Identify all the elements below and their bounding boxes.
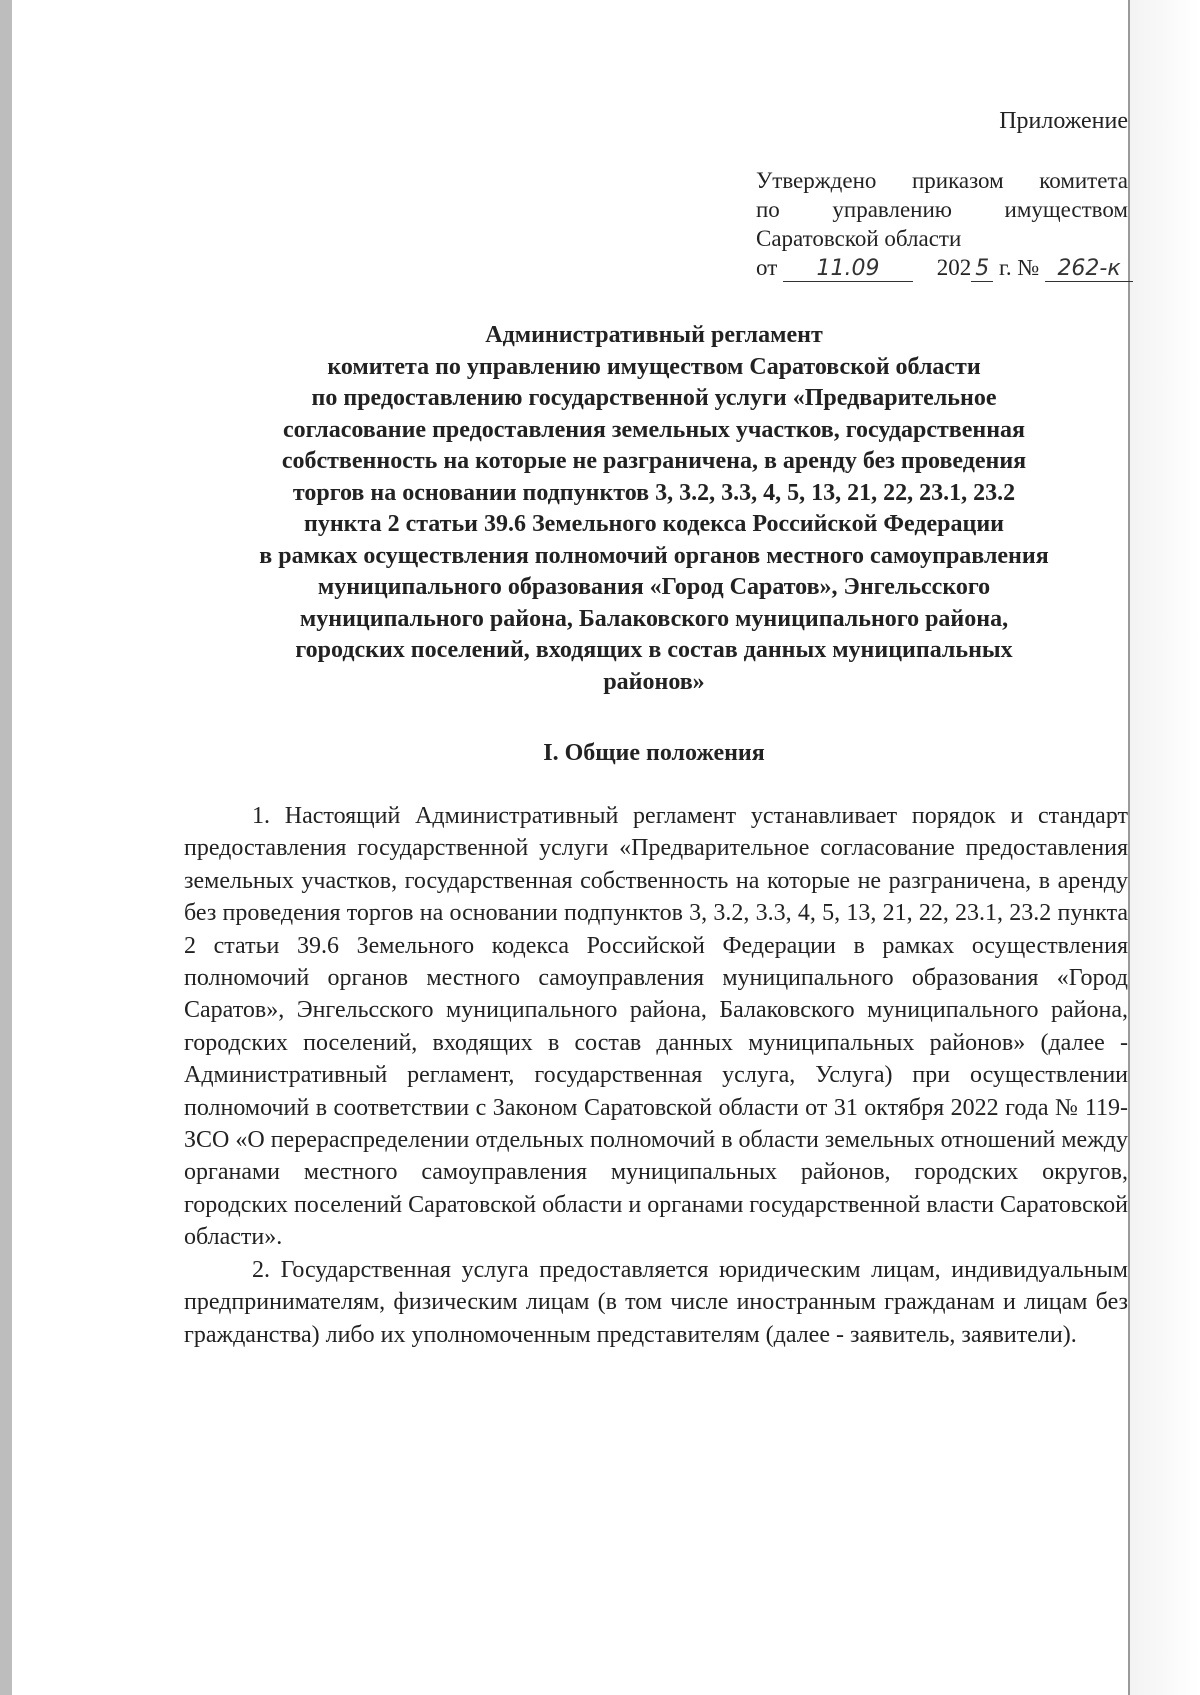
paragraph: 1. Настоящий Административный регламент устанавливает порядок и стандарт предоставления государственной услуги «Предварительное согласование предоставления земельных участков, государственная собственность на которые не разграничена, в аренду без проведения торгов на основании подпунктов 3, 3.2, 3.3, 4, 5, 13, 21, 22, 23.1, 23.2 пункта 2 статьи 39.6 Земельного кодекса Российской Федерации в рамках осуществления полномочий органов местного самоуправления муниципального образования «Город Саратов», Энгельсского муниципального района, Балаковского муниципального района, городских поселений, входящих в состав данных муниципальных районов» (далее - Административный регламент, государственная услуга, Услуга) при осуществлении полномочий в соответствии с Законом Саратовской области от 31 октября 2022 года № 119-ЗСО «О перераспределении отдельных полномочий в области земельных отношений между органами местного самоуправления муниципальных районов, городских округов, городских поселений Саратовской области и органами государственной власти Саратовской области». bbox=[184, 803, 1128, 1251]
title-line: согласование предоставления земельных участков, государственная bbox=[282, 416, 1026, 443]
year-prefix: 202 bbox=[936, 255, 972, 280]
order-date-line bbox=[756, 253, 1128, 282]
document-title bbox=[180, 320, 1128, 698]
document-body bbox=[184, 800, 1128, 1351]
title-line: Административный регламент bbox=[485, 322, 823, 348]
date-prefix: от bbox=[756, 255, 778, 280]
title-line: районов» bbox=[603, 668, 705, 695]
order-number-label: г. № bbox=[999, 255, 1040, 280]
title-line: в рамках осуществления полномочий органов местного самоуправления bbox=[259, 542, 1049, 569]
handwritten-year-digit: 5 bbox=[971, 257, 993, 282]
title-line: по предоставлению государственной услуги «Предварительное bbox=[311, 385, 997, 411]
title-line: муниципального образования «Город Саратов», Энгельсского bbox=[317, 574, 991, 600]
title-line: торгов на основании подпунктов 3, 3.2, 3.3, 4, 5, 13, 21, 22, 23.1, 23.2 bbox=[292, 479, 1016, 506]
appendix-label: Приложение bbox=[999, 108, 1128, 134]
approval-line: Саратовской области bbox=[756, 226, 962, 251]
title-line: городских поселений, входящих в состав данных муниципальных bbox=[295, 637, 1013, 663]
title-line: муниципального района, Балаковского муниципального района, bbox=[299, 605, 1009, 632]
title-line: собственность на которые не разграничена, в аренду без проведения bbox=[281, 448, 1027, 474]
approval-block bbox=[756, 166, 1128, 282]
title-line: пункта 2 статьи 39.6 Земельного кодекса Российской Федерации bbox=[304, 511, 1004, 537]
handwritten-order-number: 262-к bbox=[1045, 257, 1133, 282]
approval-line: Утверждено приказом комитета bbox=[756, 168, 1128, 193]
paragraph: 2. Государственная услуга предоставляется юридическим лицам, индивидуальным предпринимателям, физическим лицам (в том числе иностранным гражданам и лицам без гражданства) либо их уполномоченным представителям (далее - заявитель, заявители). bbox=[184, 1256, 1128, 1348]
approval-line: по управлению имуществом bbox=[756, 197, 1128, 222]
handwritten-date: 11.09 bbox=[783, 257, 913, 282]
section-heading: I. Общие положения bbox=[543, 740, 765, 766]
title-line: комитета по управлению имуществом Саратовской области bbox=[327, 353, 981, 380]
